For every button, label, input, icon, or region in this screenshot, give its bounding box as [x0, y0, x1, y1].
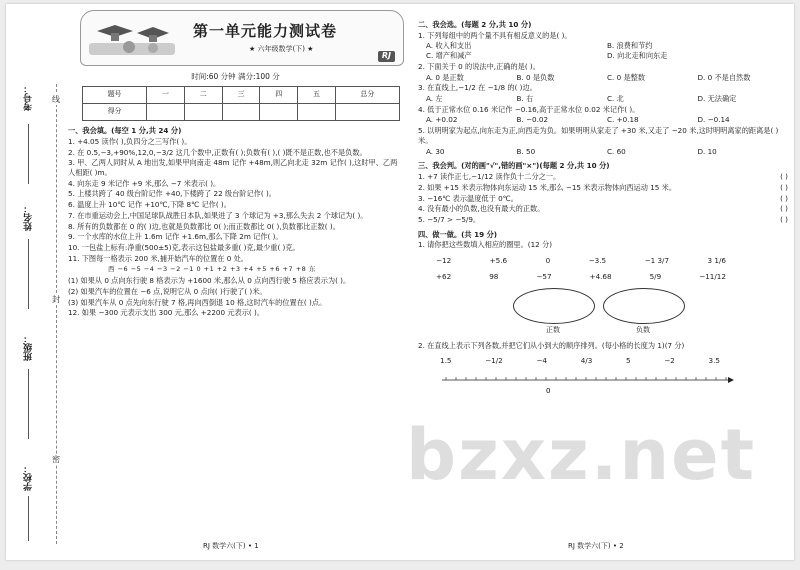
left-page: [68, 10, 403, 555]
question-11: 11. 下图每一格表示 200 米,捕开始汽车的位置在 0 处。: [68, 253, 248, 263]
question-4: 4. 向东走 9 米记作 +9 米,那么 −7 米表示( )。: [68, 178, 221, 188]
choice-option: B. 50: [516, 146, 536, 156]
cut-mark: 线: [52, 95, 60, 104]
choice-question-4: 4. 低于正常水位 0.16 米记作 −0.16,高于正常水位 0.02 米记作( )。: [418, 104, 640, 114]
choice-1-options-2: [418, 51, 788, 61]
number-item: +62: [436, 271, 452, 281]
choice-option: B. 0 是负数: [516, 72, 555, 82]
negative-circle[interactable]: [603, 288, 685, 324]
rj-badge: RJ: [378, 51, 395, 62]
question-11-3: (3) 如果汽车从 0 点先向东行驶 7 格,再向西倒退 10 格,这时汽车的位置在( )点。: [68, 297, 327, 307]
score-header: 二: [184, 87, 222, 104]
choice-option: D. −0.14: [697, 115, 730, 125]
judge-answer-box[interactable]: ( ): [780, 193, 788, 203]
judge-item-1: [418, 172, 788, 182]
number-circles: [418, 288, 788, 340]
number-line: 西 −6 −5 −4 −3 −2 −1 0 +1 +2 +3 +4 +5 +6 +7 +8 东: [108, 265, 316, 274]
page-footer-left: RJ 数学六(下) • 1: [203, 541, 259, 550]
class-line: [28, 369, 30, 439]
score-cell[interactable]: [184, 104, 222, 121]
class-label: 班级：: [24, 334, 34, 361]
judge-text: 1. +7 读作正七,−1/12 读作负十二分之一。: [418, 172, 561, 182]
question-9: 9. 一个水库的水位上升 1.6m 记作 +1.6m,那么下降 2m 记作( )。: [68, 232, 283, 242]
judge-answer-box[interactable]: ( ): [780, 172, 788, 182]
judge-item-5: [418, 215, 788, 225]
graduation-icon: [87, 17, 177, 59]
section-2-heading: 二、我会选。(每题 2 分,共 10 分): [418, 20, 532, 29]
axis-zero-label: 0: [546, 386, 551, 395]
number-item: −1 3/7: [644, 256, 670, 266]
score-cell[interactable]: [298, 104, 336, 121]
judge-text: 4. 没有最小的负数,也没有最大的正数。: [418, 204, 545, 214]
positive-circle[interactable]: [513, 288, 595, 324]
question-11-2: (2) 如果汽车的位置在 −6 点,说明它从 0 点向( )行驶了( )米。: [68, 286, 267, 296]
number-item: −12: [436, 256, 452, 266]
choice-option: D. 向北走和向东走: [607, 51, 668, 61]
question-5: 5. 上楼共跨了 40 级台阶记作 +40,下楼跨了 22 级台阶记作( )。: [68, 189, 276, 199]
section-4-heading: 四、做一做。(共 19 分): [418, 229, 498, 239]
question-3: 3. 甲、乙两人同时从 A 地出发,如果甲向南走 48m 记作 +48m,则乙向北走 32m 记作( ),这时甲、乙两人相距( )m。: [68, 158, 398, 177]
score-header: 题号: [83, 87, 147, 104]
number-item: 5/9: [649, 271, 662, 281]
judge-text: 2. 如果 +15 米表示物体向东运动 15 米,那么 −15 米表示物体向西运动 15 米。: [418, 182, 677, 192]
score-header: 四: [260, 87, 298, 104]
question-12: 12. 如果 −300 元表示支出 300 元,那么 +2200 元表示( )。: [68, 308, 265, 318]
school-line: [28, 496, 30, 541]
practice-2-numbers: [440, 356, 720, 366]
choice-4-options: [418, 115, 788, 125]
binding-strip: [16, 84, 66, 544]
choice-option: B. 右: [516, 94, 534, 104]
choice-option: B. 浪费和节约: [607, 41, 653, 51]
section-1-heading: 一、我会填。(每空 1 分,共 24 分): [68, 126, 182, 136]
judge-text: 3. −16℃ 表示温度低于 0℃。: [418, 193, 518, 203]
number-row-2: [436, 272, 726, 282]
question-6: 6. 温度上升 10℃ 记作 +10℃,下降 8℃ 记作( )。: [68, 200, 231, 210]
section-3-heading: 三、我会判。(对的画"√",错的画"×")(每题 2 分,共 10 分): [418, 161, 610, 171]
choice-question-3: 3. 在直线上,−1/2 在 −1/8 的( )边。: [418, 83, 537, 93]
choice-option: A. 0 是正数: [426, 72, 464, 82]
score-header: 三: [222, 87, 260, 104]
positive-circle-label: 正数: [546, 325, 560, 334]
choice-option: C. +0.18: [607, 115, 639, 125]
score-cell[interactable]: [147, 104, 185, 121]
number-item: −1/2: [485, 356, 503, 366]
time-score-info: 时间:60 分钟 满分:100 分: [191, 72, 280, 81]
name-line: [28, 239, 30, 309]
score-header: 总分: [335, 87, 399, 104]
seal-mark: 封: [52, 295, 60, 304]
number-item: −4: [536, 356, 548, 366]
choice-question-2: 2. 下面关于 0 的说法中,正确的是( )。: [418, 61, 540, 71]
number-item: +5.6: [489, 256, 508, 266]
score-header: 一: [147, 87, 185, 104]
choice-option: A. 左: [426, 94, 443, 104]
number-row-1: [436, 256, 726, 266]
choice-option: D. 10: [697, 146, 717, 156]
number-item: 98: [489, 271, 499, 281]
question-1: 1. +4.05 读作( ),负四分之三写作( )。: [68, 136, 192, 146]
choice-question-1: 1. 下列每组中的两个量不具有相反意义的是( )。: [418, 30, 572, 40]
question-2: 2. 在 0.5,−3,+90%,12,0,−3/2 这几个数中,正数有( );负数有( ),( )既不是正数,也不是负数。: [68, 147, 367, 157]
number-item: 5: [625, 356, 631, 366]
judge-item-4: [418, 204, 788, 214]
judge-text: 5. −5/7 > −5/9。: [418, 214, 481, 224]
choice-question-5: 5. 以明明家为起点,向东走为正,向西走为负。如果明明从家走了 +30 米,又走了 −20 米,这时明明离家的距离是( )米。: [418, 126, 779, 145]
negative-circle-label: 负数: [636, 325, 650, 334]
cut-line: [56, 84, 57, 544]
exam-title: 第一单元能力测试卷: [193, 22, 338, 40]
title-banner: [80, 10, 404, 66]
watermark-text: bzxz.net: [406, 414, 757, 496]
score-table: [82, 86, 400, 121]
question-10: 10. 一包盐上标有:净重(500±5)克,表示这包盐最多重( )克,最少重( )克。: [68, 243, 300, 253]
number-item: 3.5: [708, 356, 720, 366]
question-11-1: (1) 如果从 0 点向东行驶 8 格表示为 +1600 米,那么从 0 点向西行驶 5 格应表示为( )。: [68, 276, 351, 286]
judge-item-2: [418, 183, 788, 193]
score-header: 五: [298, 87, 336, 104]
secret-mark: 密: [52, 455, 60, 464]
name-label: 姓名：: [24, 204, 34, 231]
choice-5-options: [418, 147, 788, 157]
choice-option: C. 0 是整数: [607, 72, 646, 82]
judge-item-3: [418, 194, 788, 204]
number-item: −11/12: [699, 271, 726, 281]
score-cell[interactable]: [335, 104, 399, 121]
right-page: [418, 10, 788, 555]
choice-3-options: [418, 94, 788, 104]
score-cell[interactable]: [260, 104, 298, 121]
choice-option: C. 北: [607, 94, 624, 104]
exam-number-label: 考号：: [24, 84, 34, 111]
choice-2-options: [418, 73, 788, 83]
number-item: −3.5: [588, 256, 607, 266]
choice-option: D. 0 不是自然数: [697, 72, 751, 82]
judge-answer-box[interactable]: ( ): [780, 214, 788, 224]
practice-1-prompt: 1. 请你把这些数填入相应的圈里。(12 分): [418, 240, 552, 250]
judge-answer-box[interactable]: ( ): [780, 182, 788, 192]
number-axis[interactable]: [438, 372, 738, 396]
choice-option: D. 无法确定: [697, 94, 737, 104]
exam-number-line: [28, 124, 30, 184]
exam-sheet: [6, 4, 794, 560]
score-cell[interactable]: [222, 104, 260, 121]
choice-option: A. 30: [426, 146, 445, 156]
choice-option: C. 增产和减产: [426, 51, 472, 61]
choice-option: C. 60: [607, 146, 626, 156]
page-footer-right: RJ 数学六(下) • 2: [568, 541, 624, 550]
number-item: −2: [664, 356, 675, 366]
choice-option: A. 收入和支出: [426, 41, 472, 51]
question-7: 7. 在市重运动会上,中国足球队战胜日本队,如果进了 3 个球记为 +3,那么失去 2 个球记为( )。: [68, 210, 368, 220]
practice-2-prompt: 2. 在直线上表示下列各数,并把它们从小到大的顺序排列。(每小格的长度为 1)(7 分): [418, 340, 685, 350]
choice-1-options: [418, 41, 788, 51]
judge-answer-box[interactable]: ( ): [780, 204, 788, 214]
number-item: 1.5: [440, 356, 452, 366]
number-item: 3 1/6: [707, 256, 726, 266]
school-label: 学校：: [24, 464, 34, 491]
number-item: 4/3: [580, 356, 593, 366]
choice-option: B. −0.02: [516, 115, 549, 125]
exam-subtitle: ★ 六年级数学(下) ★: [249, 45, 314, 53]
score-row-label: 得分: [83, 104, 147, 121]
number-item: 0: [545, 256, 551, 266]
number-item: +4.68: [589, 271, 612, 281]
number-item: −57: [536, 271, 552, 281]
choice-option: A. +0.02: [426, 115, 458, 125]
question-8: 8. 所有的负数都在 0 的( )边,也就是负数都比 0( );而正数都比 0( ),负数都比正数( )。: [68, 221, 340, 231]
